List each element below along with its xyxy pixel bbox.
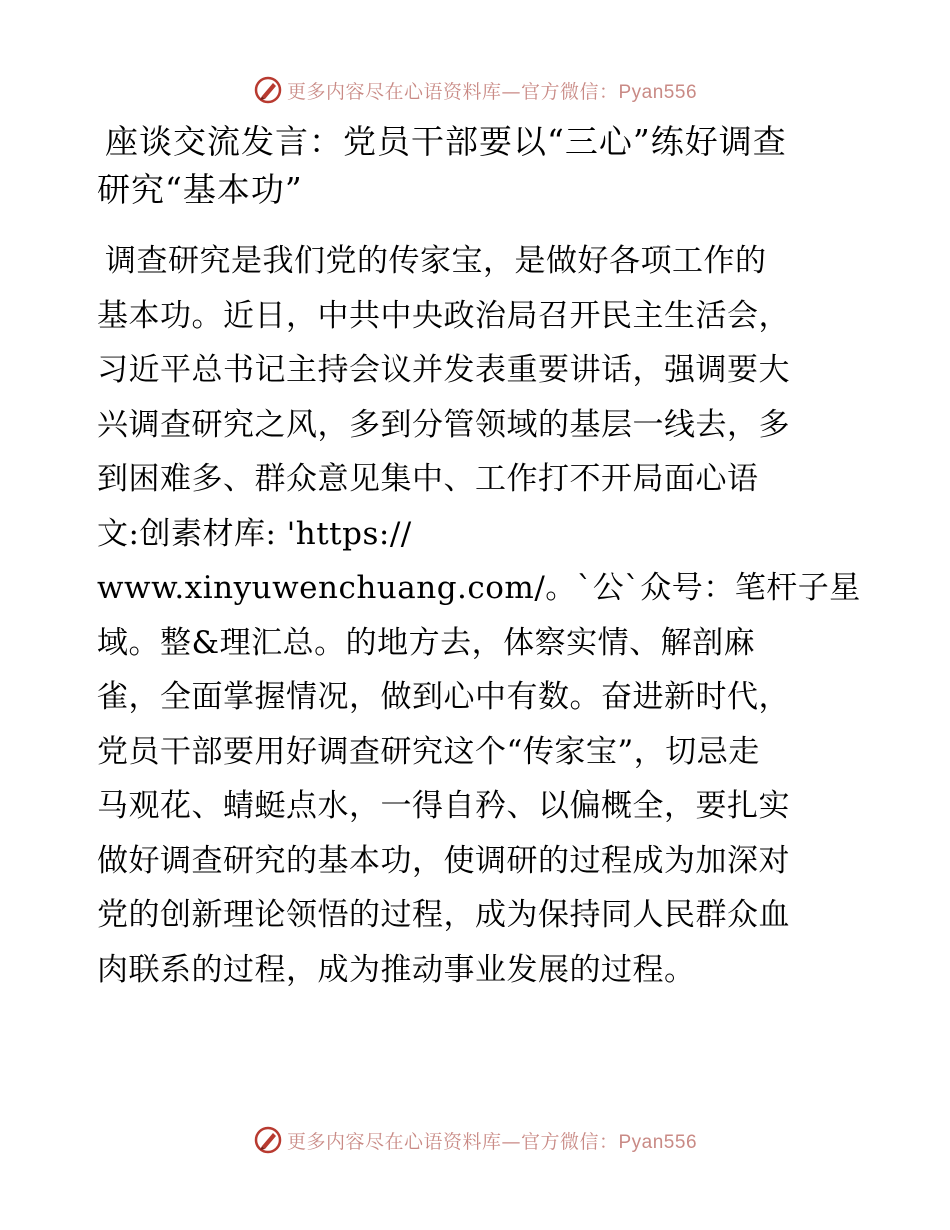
body-line: 域。整&理汇总。的地方去，体察实情、解剖麻: [97, 624, 756, 661]
body-paragraph: [97, 234, 861, 997]
body-line: 党员干部要用好调查研究这个“传家宝”，切忌走: [97, 733, 760, 770]
footer-banner: [0, 1120, 950, 1160]
body-line: 做好调查研究的基本功，使调研的过程成为加深对: [97, 842, 790, 879]
body-line: www.xinyuwenchuang.com/。`公`众号：笔杆子星: [97, 570, 861, 606]
body-line: 兴调查研究之风，多到分管领域的基层一线去，多: [97, 406, 790, 443]
pen-logo-icon: [253, 1125, 283, 1155]
title-line: 研究“基本功”: [97, 170, 303, 209]
body-line: 基本功。近日，中共中央政治局召开民主生活会，: [97, 297, 790, 334]
title-line: 座谈交流发言：党员干部要以“三心”练好调查: [105, 122, 787, 161]
pen-logo-icon: [253, 75, 283, 105]
body-line: 雀，全面掌握情况，做到心中有数。奋进新时代，: [97, 679, 790, 715]
body-line: 习近平总书记主持会议并发表重要讲话，强调要大: [97, 352, 790, 388]
footer-banner-wechat-id: Pyan556: [618, 1131, 698, 1153]
header-banner-text: [287, 77, 697, 104]
body-line: 到困难多、群众意见集中、工作打不开局面心语: [97, 461, 759, 497]
body-line: 马观花、蜻蜓点水，一得自矜、以偏概全，要扎实: [97, 788, 790, 824]
body-line: 肉联系的过程，成为推动事业发展的过程。: [97, 951, 696, 988]
body-line: 调查研究是我们党的传家宝，是做好各项工作的: [105, 243, 767, 279]
footer-banner-text: [287, 1127, 697, 1154]
header-banner-wechat-id: Pyan556: [618, 81, 698, 103]
body-line: 文:创素材库: 'https://: [97, 515, 412, 552]
body-line: 党的创新理论领悟的过程，成为保持同人民群众血: [97, 897, 790, 933]
document-title: [97, 118, 857, 214]
document-body: [97, 118, 861, 997]
footer-banner-label: 更多内容尽在心语资料库—官方微信：: [286, 1130, 619, 1153]
header-banner-label: 更多内容尽在心语资料库—官方微信：: [286, 80, 619, 103]
header-banner: [0, 70, 950, 110]
